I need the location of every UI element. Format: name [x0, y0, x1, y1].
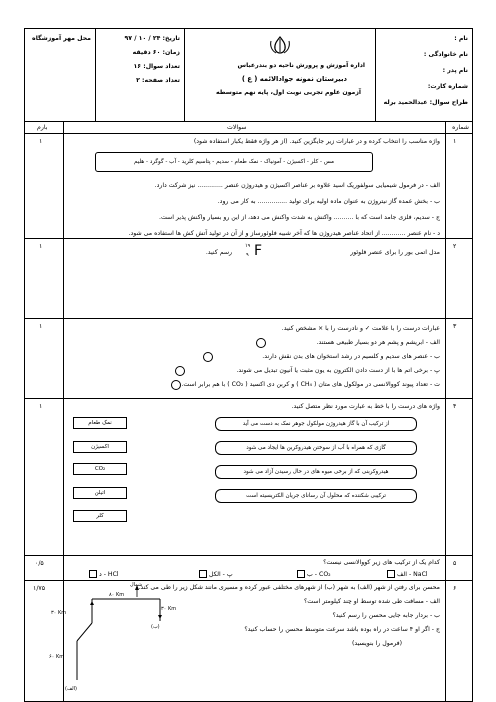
father-label: نام پدر :	[442, 67, 468, 74]
family-label: نام خانوادگی :	[423, 51, 468, 58]
col-score-header: بارم	[37, 124, 48, 131]
exam-date: تاریخ: ۲۴ / ۱۰ / ۹۷	[124, 35, 180, 42]
q4-right-item-4[interactable]: ترکیبی شکننده که محلول آن رسانای جریان الکتریسیته است	[215, 489, 417, 503]
question-count: تعداد سوال: ۱۶	[133, 63, 180, 70]
exam-header	[25, 29, 472, 122]
fluorine-symbol	[245, 242, 269, 260]
q3-part-d: ت - تعداد پیوند کووالانسی در مولکول های متان ( CH₄ ) و کربن دی اکسید ( CO₂ ) با هم برابر است.	[181, 381, 440, 388]
q2-number: ۲	[453, 243, 457, 250]
q5-option-a-label: الف - NaCl	[397, 571, 428, 578]
q2-score: ۱	[39, 243, 43, 250]
q4-left-item-3[interactable]: CO₂	[73, 463, 127, 475]
q1-intro: واژه مناسب را انتخاب کرده و در عبارات زیر جایگزین کنید. (از هر واژه فقط یکبار استفاده شود)	[193, 138, 440, 145]
q4-number: ۴	[453, 403, 457, 410]
q5-option-b[interactable]	[295, 570, 331, 579]
question-6	[25, 580, 472, 702]
org-line2: دبیرستان نمونه جوادالائمه ( ع )	[241, 75, 347, 83]
page-count: تعداد صفحه: ۲	[136, 77, 180, 84]
org-line1: اداره آموزش و پرورش ناحیه دو بندرعباس	[237, 62, 365, 69]
q6-number: ۶	[453, 585, 457, 592]
q3-score: ۱	[39, 323, 43, 330]
route-diagram	[49, 582, 185, 698]
mass-number: ۱۹	[245, 243, 251, 249]
student-info	[375, 29, 472, 121]
q3-answer-circle-b[interactable]	[203, 352, 213, 362]
q3-answer-circle-d[interactable]	[171, 380, 181, 390]
q1-score: ۱	[39, 138, 43, 145]
q4-right-item-1[interactable]: از ترکیب آن با گاز هیدروژن مولکول جوهر نمک به دست می آید	[215, 417, 417, 431]
name-label: نام :	[454, 35, 468, 42]
q4-left-item-5[interactable]: کلر	[73, 510, 127, 522]
route-path	[65, 583, 185, 698]
atomic-number: ۹	[246, 252, 249, 258]
question-5	[25, 555, 472, 581]
q4-left-item-4[interactable]: اتیلن	[73, 487, 127, 499]
city-b-label: (ب)	[151, 624, 160, 630]
q4-intro: واژه های درست را با خط به عبارت مورد نظر متصل کنید.	[291, 403, 440, 410]
q6-score: ۱/۷۵	[33, 585, 46, 592]
q1-part-b: ب - بخش عمده گاز نیتروژن به عنوان ماده اولیه برای تولید ............... به کار می رود.	[217, 198, 440, 205]
q6-part-d: (فرمول را بنویسید)	[352, 640, 402, 647]
q1-word-bank: مس - کلر - اکسیژن - آمونیاک - نمک طعام - سدیم - پتاسیم کلرید - آب - گوگرد - هلیم	[95, 152, 373, 172]
q5-option-a[interactable]	[385, 570, 428, 579]
q3-part-b: ب - عنصر های سدیم و کلسیم در رشد استخوان های بدن نقش دارند.	[262, 353, 440, 360]
stamp-label: محل مهر آموزشگاه	[32, 35, 91, 42]
q3-number: ۳	[453, 323, 457, 330]
q1-number: ۱	[453, 138, 457, 145]
exam-duration: زمان: ۶۰ دقیقه	[132, 49, 180, 56]
q1-part-c: ج - سدیم، فلزی جامد است که با .......... واکنش به شدت واکنش می دهد، از این رو بسیار واکنش پذیر است.	[159, 214, 440, 221]
q6-part-a: الف - مسافت طی شده توسط او چند کیلومتر است؟	[304, 598, 440, 605]
city-a-label: (الف)	[65, 686, 77, 692]
exam-frame	[24, 28, 473, 702]
checkbox-icon	[387, 570, 395, 578]
q3-intro: عبارات درست را با علامت ✓ و نادرست را با × مشخص کنید.	[281, 325, 440, 332]
q4-score: ۱	[39, 403, 43, 410]
segment-1-label: ۸۰ Km	[109, 592, 125, 598]
q5-score: ۰/۵	[35, 560, 44, 567]
north-label: شمال	[130, 582, 143, 588]
q5-option-d-label: د - HCl	[99, 571, 119, 578]
checkbox-icon	[297, 570, 305, 578]
q5-text: کدام یک از ترکیب های زیر کووالانسی نیست؟	[323, 559, 440, 566]
q3-answer-circle-a[interactable]	[256, 338, 266, 348]
checkbox-icon	[89, 570, 97, 578]
q2-tail: رسم کنید.	[205, 249, 232, 256]
q4-left-item-2[interactable]: اکسیژن	[73, 441, 127, 453]
organization-info	[184, 29, 375, 121]
q4-right-item-3[interactable]: هیدروکربنی که از برخی میوه های در حال رسیدن آزاد می شود	[215, 465, 417, 479]
q5-option-c-label: پ - الکل	[209, 571, 233, 578]
q3-answer-circle-c[interactable]	[175, 366, 185, 376]
q1-part-d: د - نام عنصر ............ از اتحاد عناصر هیدروژن ها که آخر شبیه فلوئورساز و از آن در تولید آتش کش ها استفاده می شود.	[128, 230, 440, 237]
q1-part-a: الف - در فرمول شیمیایی سولفوریک اسید علاوه بر عناصر اکسیژن و هیدروژن عنصر ............. نیز شرکت دارد.	[154, 182, 440, 189]
q3-part-a: الف - ابریشم و پشم هر دو بسیار طبیعی هستند.	[316, 339, 440, 346]
q4-right-item-2[interactable]: گازی که همراه با آب از سوختن هیدروکربن ها ایجاد می شود	[215, 441, 417, 455]
q2-text: مدل اتمی بور را برای عنصر فلوئور	[350, 249, 440, 256]
org-line3: آزمون علوم تجربی نوبت اول، پایه نهم متوسطه	[216, 89, 361, 96]
exam-meta	[95, 29, 184, 121]
stamp-area	[25, 29, 95, 121]
segment-4-label: ۶۰ Km	[49, 654, 65, 660]
segment-3-label: ۳۰ Km	[51, 610, 67, 616]
designer-label: طراح سوال: عبدالحمید برله	[383, 99, 468, 106]
col-num-header: شماره	[452, 124, 469, 131]
checkbox-icon	[199, 570, 207, 578]
q5-option-d[interactable]	[87, 570, 119, 579]
q5-option-c[interactable]	[197, 570, 233, 579]
emblem-icon	[267, 35, 293, 55]
col-question-header: سوالات	[227, 124, 247, 131]
element-symbol: F	[254, 243, 263, 259]
q6-part-c: ج - اگر او ۴ ساعت در راه بوده باشد سرعت متوسط محسن را حساب کنید؟	[244, 626, 440, 633]
seat-label: شماره کارت:	[427, 83, 468, 90]
segment-2-label: ۳۰ Km	[161, 606, 177, 612]
q5-number: ۵	[453, 560, 457, 567]
question-3	[25, 318, 472, 396]
q4-left-item-1[interactable]: نمک طعام	[73, 417, 127, 429]
q5-option-b-label: ب - CO₂	[307, 571, 331, 578]
q6-text: محسن برای رفتن از شهر (الف) به شهر (ب) از شهرهای مختلفی عبور کرده و مسیری مانند شکل زیر را طی می کند.	[138, 584, 440, 591]
question-4	[25, 398, 472, 556]
q6-part-b: ب - بردار جابه جایی محسن را رسم کنید؟	[332, 612, 440, 619]
q3-part-c: پ - برخی اتم ها با از دست دادن الکترون به یون مثبت یا آنیون تبدیل می شوند.	[236, 367, 440, 374]
question-2	[25, 238, 472, 319]
